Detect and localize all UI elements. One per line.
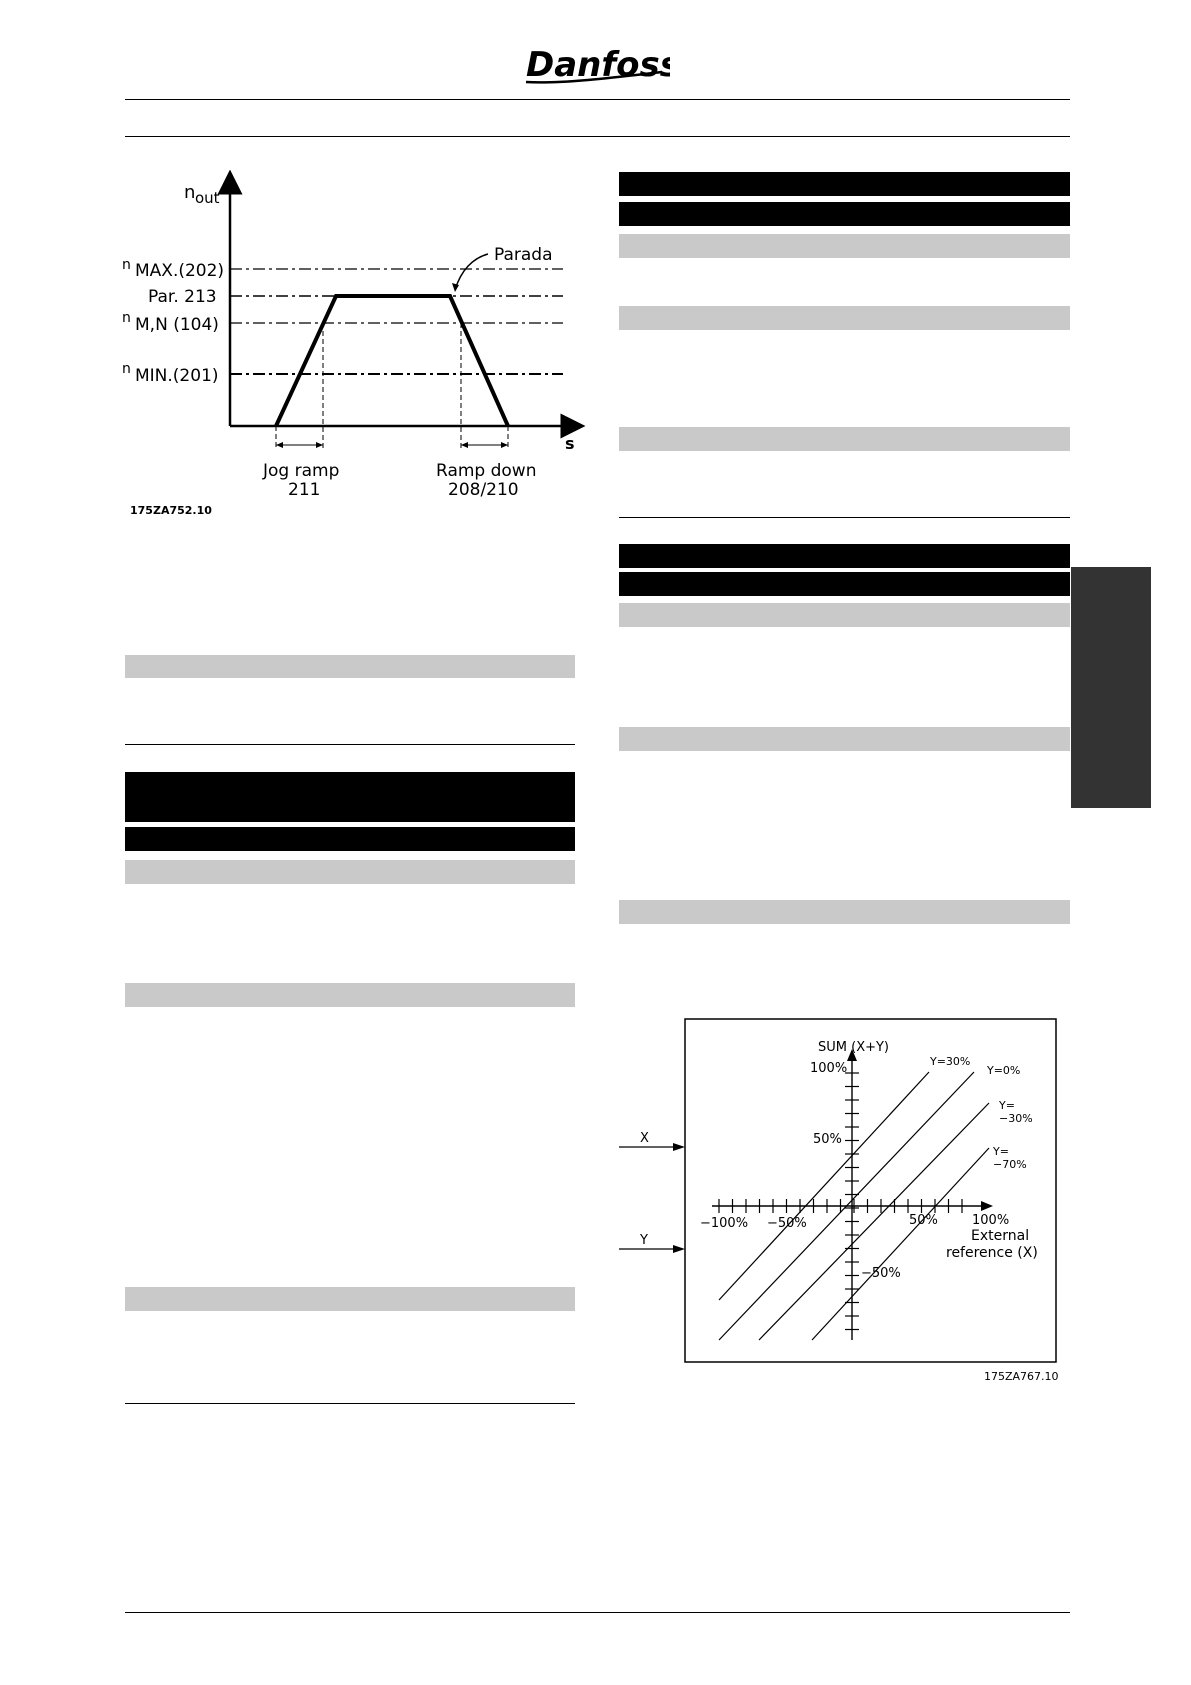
parameter-value-bar (619, 572, 1070, 596)
parada-callout-arrow (455, 254, 488, 290)
input-label-x: X (640, 1131, 649, 1146)
parameter-subheader (619, 427, 1070, 451)
level-prefix: n (122, 310, 131, 326)
chapter-tab-marker (1071, 567, 1151, 808)
parameter-subheader (619, 900, 1070, 924)
input-label-y: Y (640, 1233, 648, 1248)
header-rule-bottom (125, 136, 1070, 137)
x-tick-label: 100% (972, 1213, 1010, 1228)
figure-code: 175ZA767.10 (984, 1370, 1059, 1383)
header-rule-top (125, 99, 1070, 100)
x-tick-label: −50% (767, 1216, 807, 1231)
x-tick-label: 50% (909, 1213, 938, 1228)
ramp-label: Ramp down (436, 461, 537, 481)
level-label: MAX.(202) (135, 261, 225, 281)
ramp-label: Jog ramp (263, 461, 340, 481)
y-axis-label: n (184, 182, 196, 203)
parameter-title-bar (125, 772, 575, 822)
y-tick-label: 100% (810, 1061, 848, 1076)
parameter-subheader (619, 727, 1070, 751)
level-label: Par. 213 (148, 287, 217, 307)
series-label: Y= −30% (999, 1099, 1033, 1125)
x-tick-label: −100% (700, 1216, 749, 1231)
parameter-subheader (619, 603, 1070, 627)
x-axis-label: s (565, 434, 575, 453)
sum-x-axis-title: reference (X) (946, 1245, 1038, 1261)
parameter-subheader (125, 860, 575, 884)
parameter-subheader (125, 983, 575, 1007)
ramp-label: 208/210 (448, 480, 519, 500)
jog-ramp-figure (118, 170, 588, 520)
sum-reference-figure (619, 1015, 1059, 1385)
parameter-subheader (125, 655, 575, 678)
level-prefix: n (122, 257, 131, 273)
parameter-subheader (619, 234, 1070, 258)
parameter-title-bar (619, 544, 1070, 568)
ramp-label: 211 (288, 480, 321, 500)
level-label: MIN.(201) (135, 366, 219, 386)
series-label: Y=30% (930, 1055, 971, 1068)
section-divider (619, 517, 1070, 518)
parameter-title-bar (619, 172, 1070, 196)
sum-x-axis-title: External (971, 1228, 1030, 1244)
series-label: Y= −70% (993, 1145, 1027, 1171)
series-line-y-70 (812, 1148, 989, 1340)
level-prefix: n (122, 361, 131, 377)
y-tick-label: 50% (813, 1132, 842, 1147)
y-axis-label-sub: out (195, 189, 220, 207)
section-divider (125, 744, 575, 745)
parameter-value-bar (619, 202, 1070, 226)
brand-logo (520, 38, 670, 92)
figure-code: 175ZA752.10 (130, 504, 212, 517)
parameter-value-bar (125, 827, 575, 851)
level-label: M,N (104) (135, 315, 219, 335)
y-tick-label: −50% (861, 1266, 901, 1281)
series-label: Y=0% (987, 1064, 1021, 1077)
footer-rule (125, 1612, 1070, 1613)
speed-profile (276, 296, 508, 426)
sum-y-axis-title: SUM (X+Y) (818, 1040, 889, 1055)
parameter-subheader (125, 1287, 575, 1311)
parameter-subheader (619, 306, 1070, 330)
parada-label: Parada (494, 245, 553, 265)
section-divider (125, 1403, 575, 1404)
svg-text:Danfoss: Danfoss (526, 45, 670, 85)
